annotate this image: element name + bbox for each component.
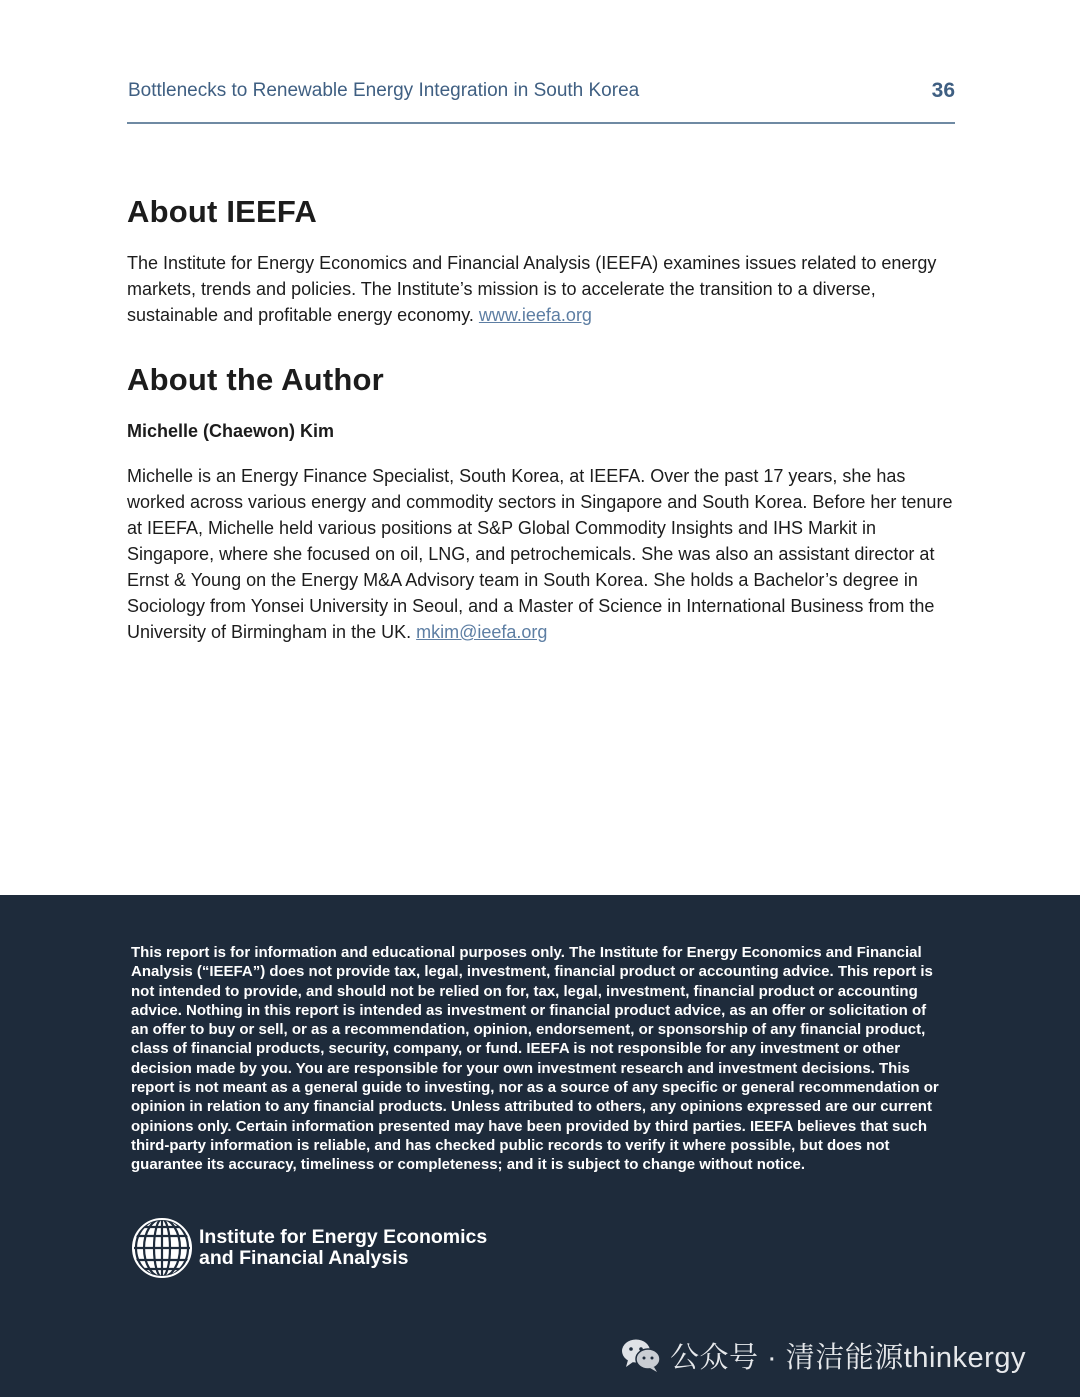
logo-wordmark bbox=[199, 1227, 487, 1269]
ieefa-logo bbox=[131, 1217, 491, 1279]
wechat-icon bbox=[620, 1337, 662, 1373]
page-header bbox=[127, 78, 955, 124]
watermark-text: 公众号 · 清洁能源thinkergy bbox=[670, 1341, 1026, 1374]
author-name: Michelle (Chaewon) Kim bbox=[127, 421, 335, 441]
disclaimer-text: This report is for information and educational purposes only. The Institute for Energy Economics and Financial Analysis (“IEEFA”) does not provide tax, legal, investment, financial product or accounting advice. This report is not intended to provide, and should not be relied on for, tax, legal, investment, financial product or accounting advice. Nothing in this report is intended as investment or financial product advice, as an offer or solicitation of an offer to buy or sell, or as a recommendation, opinion, endorsement, or sponsorship of any financial product, class of financial products, security, company, or fund. IEEFA is not responsible for any investment or other decision made by you. You are responsible for your own investment research and investment decisions. This report is not meant as a general guide to investing, nor as a source of any specific or general recommendation or opinion in relation to any financial products. Unless attributed to others, any opinions expressed are our current opinions only. Certain information presented may have been provided by third parties. IEEFA believes that such third-party information is reliable, and has checked public records to verify it where possible, but does not guarantee its accuracy, timeliness or completeness; and it is subject to change without notice. bbox=[131, 944, 939, 1174]
author-bio-paragraph bbox=[127, 463, 957, 645]
logo-line-1: Institute for Energy Economics bbox=[199, 1226, 488, 1248]
wechat-watermark bbox=[620, 1335, 1026, 1375]
author-bio-text: Michelle is an Energy Finance Specialist, South Korea, at IEEFA. Over the past 17 years, she has worked across various energy and commodity sectors in Singapore and South Korea. Before her tenure at IEEFA, Michelle held various positions at S&P Global Commodity Insights and IHS Markit in Singapore, where she focused on oil, LNG, and petrochemicals. She was also an assistant director at Ernst & Young on the Energy M&A Advisory team in South Korea. She holds a Bachelor’s degree in Sociology from Yonsei University in Seoul, and a Master of Science in International Business from the University of Birmingham in the UK. bbox=[127, 466, 953, 642]
report-title: Bottlenecks to Renewable Energy Integration in South Korea bbox=[128, 80, 640, 101]
about-author-heading: About the Author bbox=[127, 362, 384, 397]
logo-line-2: and Financial Analysis bbox=[199, 1247, 409, 1269]
disclaimer-footer bbox=[0, 895, 1080, 1397]
globe-icon bbox=[131, 1217, 193, 1279]
about-ieefa-heading: About IEEFA bbox=[127, 194, 317, 229]
ieefa-website-link[interactable]: www.ieefa.org bbox=[478, 305, 592, 325]
author-email-link[interactable]: mkim@ieefa.org bbox=[416, 622, 548, 642]
about-ieefa-text: The Institute for Energy Economics and Financial Analysis (IEEFA) examines issues related to energy markets, trends and policies. The Institute’s mission is to accelerate the transition to a diverse, sustainable and profitable energy economy. bbox=[127, 253, 937, 325]
about-ieefa-paragraph bbox=[127, 250, 957, 328]
page-number: 36 bbox=[931, 79, 955, 102]
